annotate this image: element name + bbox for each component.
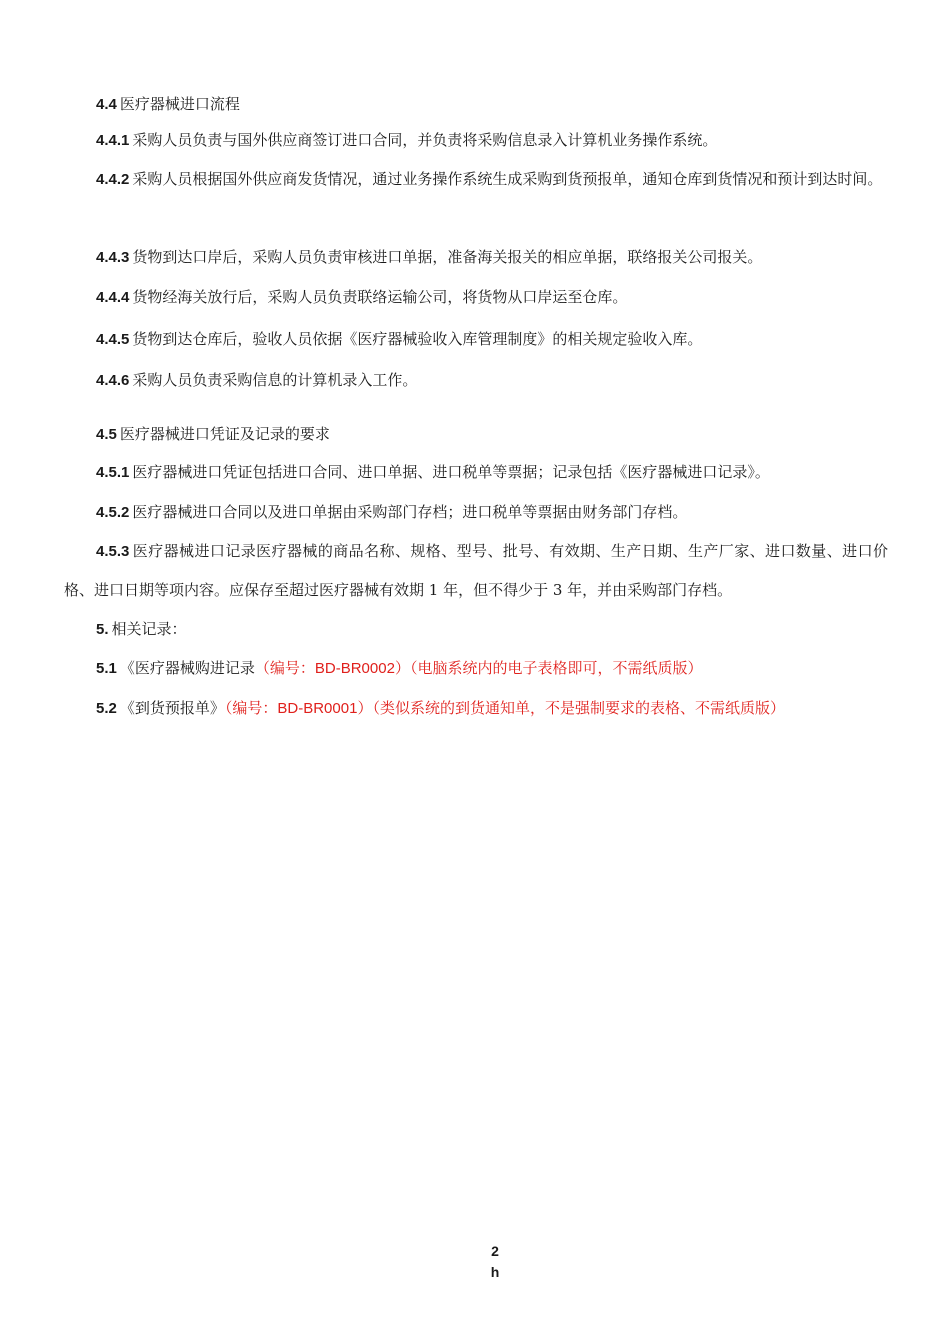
record-title: 《医疗器械购进记录 [119,659,255,677]
record-note: （类似系统的到货通知单，不是强制要求的表格、不需纸质版） [372,699,785,717]
record-number: 5.2 [96,700,117,717]
section-text: 采购人员根据国外供应商发货情况，通过业务操作系统生成采购到货预报单，通知仓库到货情况和预计到达时间。 [132,170,883,188]
record-code-suffix: ） [357,699,373,717]
section-number: 4.5.1 [96,464,130,481]
record-code-prefix: （编号： [224,699,278,717]
section-text: 相关记录： [111,620,187,638]
record-5-1 [64,649,888,688]
section-number: 4.4.5 [96,331,130,348]
section-number: 4.4.3 [96,249,130,266]
section-4-4-1 [64,121,888,160]
page-number-suffix: h [490,1264,500,1280]
section-4-4-4 [64,278,888,317]
section-text: 医疗器械进口凭证包括进口合同、进口单据、进口税单等票据；记录包括《医疗器械进口记录》。 [132,463,770,481]
section-number: 4.4.2 [96,171,130,188]
record-code: BD-BR0002 [314,660,395,677]
section-4-5-3 [64,532,888,609]
section-number: 4.5.2 [96,504,130,521]
section-4-4 [64,85,888,124]
section-4-4-6 [64,361,888,400]
section-number: 4.4.6 [96,372,130,389]
section-4-5-1 [64,453,888,492]
record-title: 《到货预报单》 [119,699,225,717]
section-number: 4.5.3 [96,543,130,560]
section-text: 医疗器械进口凭证及记录的要求 [119,425,330,443]
record-5-2 [64,689,888,728]
section-text: 医疗器械进口流程 [119,95,240,113]
section-number: 4.5 [96,426,117,443]
section-number: 4.4.1 [96,132,130,149]
section-text: 医疗器械进口记录医疗器械的商品名称、规格、型号、批号、有效期、生产日期、生产厂家、进口数量、进口价格、进口日期等项内容。应保存至超过医疗器械有效期 1 年，但不得少于 3 年，并由采购部门存档。 [64,542,888,599]
section-4-4-2 [64,160,888,199]
section-5 [64,610,888,649]
section-text: 采购人员负责采购信息的计算机录入工作。 [132,371,418,389]
record-code: BD-BR0001 [277,700,358,717]
record-code-suffix: ） [394,659,410,677]
section-text: 采购人员负责与国外供应商签订进口合同，并负责将采购信息录入计算机业务操作系统。 [132,131,718,149]
section-4-5 [64,415,888,454]
record-number: 5.1 [96,660,117,677]
section-4-4-5 [64,320,888,359]
record-note: （电脑系统内的电子表格即可，不需纸质版） [409,659,703,677]
page-number: 2 [491,1243,499,1259]
section-number: 5. [96,621,109,638]
section-4-4-3 [64,238,888,277]
record-code-prefix: （编号： [254,659,315,677]
section-text: 货物经海关放行后，采购人员负责联络运输公司，将货物从口岸运至仓库。 [132,288,628,306]
section-number: 4.4.4 [96,289,130,306]
section-text: 医疗器械进口合同以及进口单据由采购部门存档；进口税单等票据由财务部门存档。 [132,503,688,521]
section-text: 货物到达口岸后，采购人员负责审核进口单据，准备海关报关的相应单据，联络报关公司报关。 [132,248,763,266]
section-number: 4.4 [96,96,117,113]
section-4-5-2 [64,493,888,532]
section-text: 货物到达仓库后，验收人员依据《医疗器械验收入库管理制度》的相关规定验收入库。 [132,330,703,348]
